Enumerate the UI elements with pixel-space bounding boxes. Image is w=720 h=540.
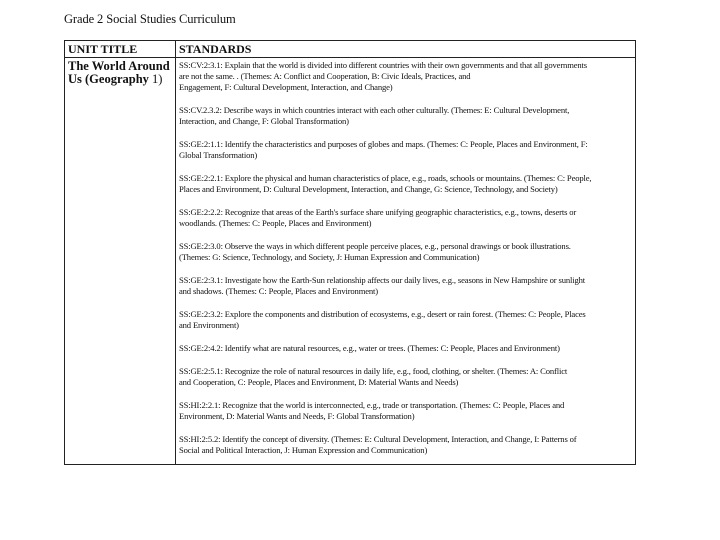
standard-line: SS:GE:2:3.2: Explore the components and distribution of ecosystems, e.g., desert or rain forest. (Themes: C: People, Places (179, 309, 586, 319)
standard-item (179, 343, 632, 354)
standard-item (179, 60, 632, 93)
unit-title-cell (65, 58, 176, 465)
unit-name-text: The World Around Us (Geography (68, 59, 170, 86)
standard-item (179, 366, 632, 388)
standard-line: woodlands. (Themes: C: People, Places and Environment) (179, 218, 372, 228)
standard-line: Social and Political Interaction, J: Human Expression and Communication) (179, 445, 428, 455)
standard-line: Places and Environment, D: Cultural Development, Interaction, and Change, G: Science, Technology, and Society) (179, 184, 558, 194)
standard-item (179, 400, 632, 422)
standard-line: and Environment) (179, 320, 239, 330)
standard-line: SS:CV:2:3.1: Explain that the world is divided into different countries with their own governments and that all governments (179, 60, 587, 70)
standard-line: Engagement, F: Cultural Development, Interaction, and Change) (179, 82, 393, 92)
unit-name-suffix: 1) (152, 72, 163, 86)
standard-item (179, 275, 632, 297)
standard-item (179, 173, 632, 195)
standard-item (179, 241, 632, 263)
standard-line: Environment, D: Material Wants and Needs, F: Global Transformation) (179, 411, 415, 421)
unit-title-header: UNIT TITLE (65, 41, 176, 58)
standard-line: SS:HI:2:2.1: Recognize that the world is interconnected, e.g., trade or transportation. (Themes: C: People, Places and (179, 400, 565, 410)
standard-line: SS:GE:2:3.0: Observe the ways in which different people perceive places, e.g., personal drawings or book illustrations. (179, 241, 571, 251)
standard-item (179, 309, 632, 331)
standard-line: SS:GE:2:3.1: Investigate how the Earth-Sun relationship affects our daily lives, e.g., seasons in New Hampshire or sunlight (179, 275, 585, 285)
standard-line: SS:GE:2:5.1: Recognize the role of natural resources in daily life, e.g., food, clothing, or shelter. (Themes: A: Conflict (179, 366, 568, 376)
standard-line: SS:HI:2:5.2: Identify the concept of diversity. (Themes: E: Cultural Development, Interaction, and Change, I: Patterns of (179, 434, 577, 444)
standard-line: and shadows. (Themes: C: People, Places and Environment) (179, 286, 379, 296)
document-title: Grade 2 Social Studies Curriculum (64, 12, 236, 26)
standard-line: Interaction, and Change, F: Global Transformation) (179, 116, 349, 126)
standard-line: SS:GE:2:2.1: Explore the physical and human characteristics of place, e.g., roads, schools or mountains. (Themes: C: People, (179, 173, 592, 183)
standard-line: SS:CV.2.3.2: Describe ways in which countries interact with each other culturally. (Themes: E: Cultural Development, (179, 105, 570, 115)
table-header-row (65, 41, 636, 58)
curriculum-table (64, 40, 636, 465)
standard-line: and Cooperation, C: People, Places and Environment, D: Material Wants and Needs) (179, 377, 459, 387)
standard-item (179, 105, 632, 127)
standard-line: are not the same. . (Themes: A: Conflict and Cooperation, B: Civic Ideals, Practices, and (179, 71, 471, 81)
standard-line: SS:GE:2:1.1: Identify the characteristics and purposes of globes and maps. (Themes: C: People, Places and Environment, F: (179, 139, 588, 149)
standards-cell (176, 58, 636, 465)
standards-header: STANDARDS (176, 41, 636, 58)
table-row (65, 58, 636, 465)
standard-line: SS:GE:2:2.2: Recognize that areas of the Earth's surface share unifying geographic characteristics, e.g., towns, deserts or (179, 207, 577, 217)
standard-line: SS:GE:2:4.2: Identify what are natural resources, e.g., water or trees. (Themes: C: People, Places and Environment) (179, 343, 560, 353)
standard-item (179, 434, 632, 456)
standard-item (179, 207, 632, 229)
unit-name (68, 60, 172, 86)
standard-item (179, 139, 632, 161)
standard-line: Global Transformation) (179, 150, 258, 160)
standard-line: (Themes: G: Science, Technology, and Society, J: Human Expression and Communication) (179, 252, 480, 262)
